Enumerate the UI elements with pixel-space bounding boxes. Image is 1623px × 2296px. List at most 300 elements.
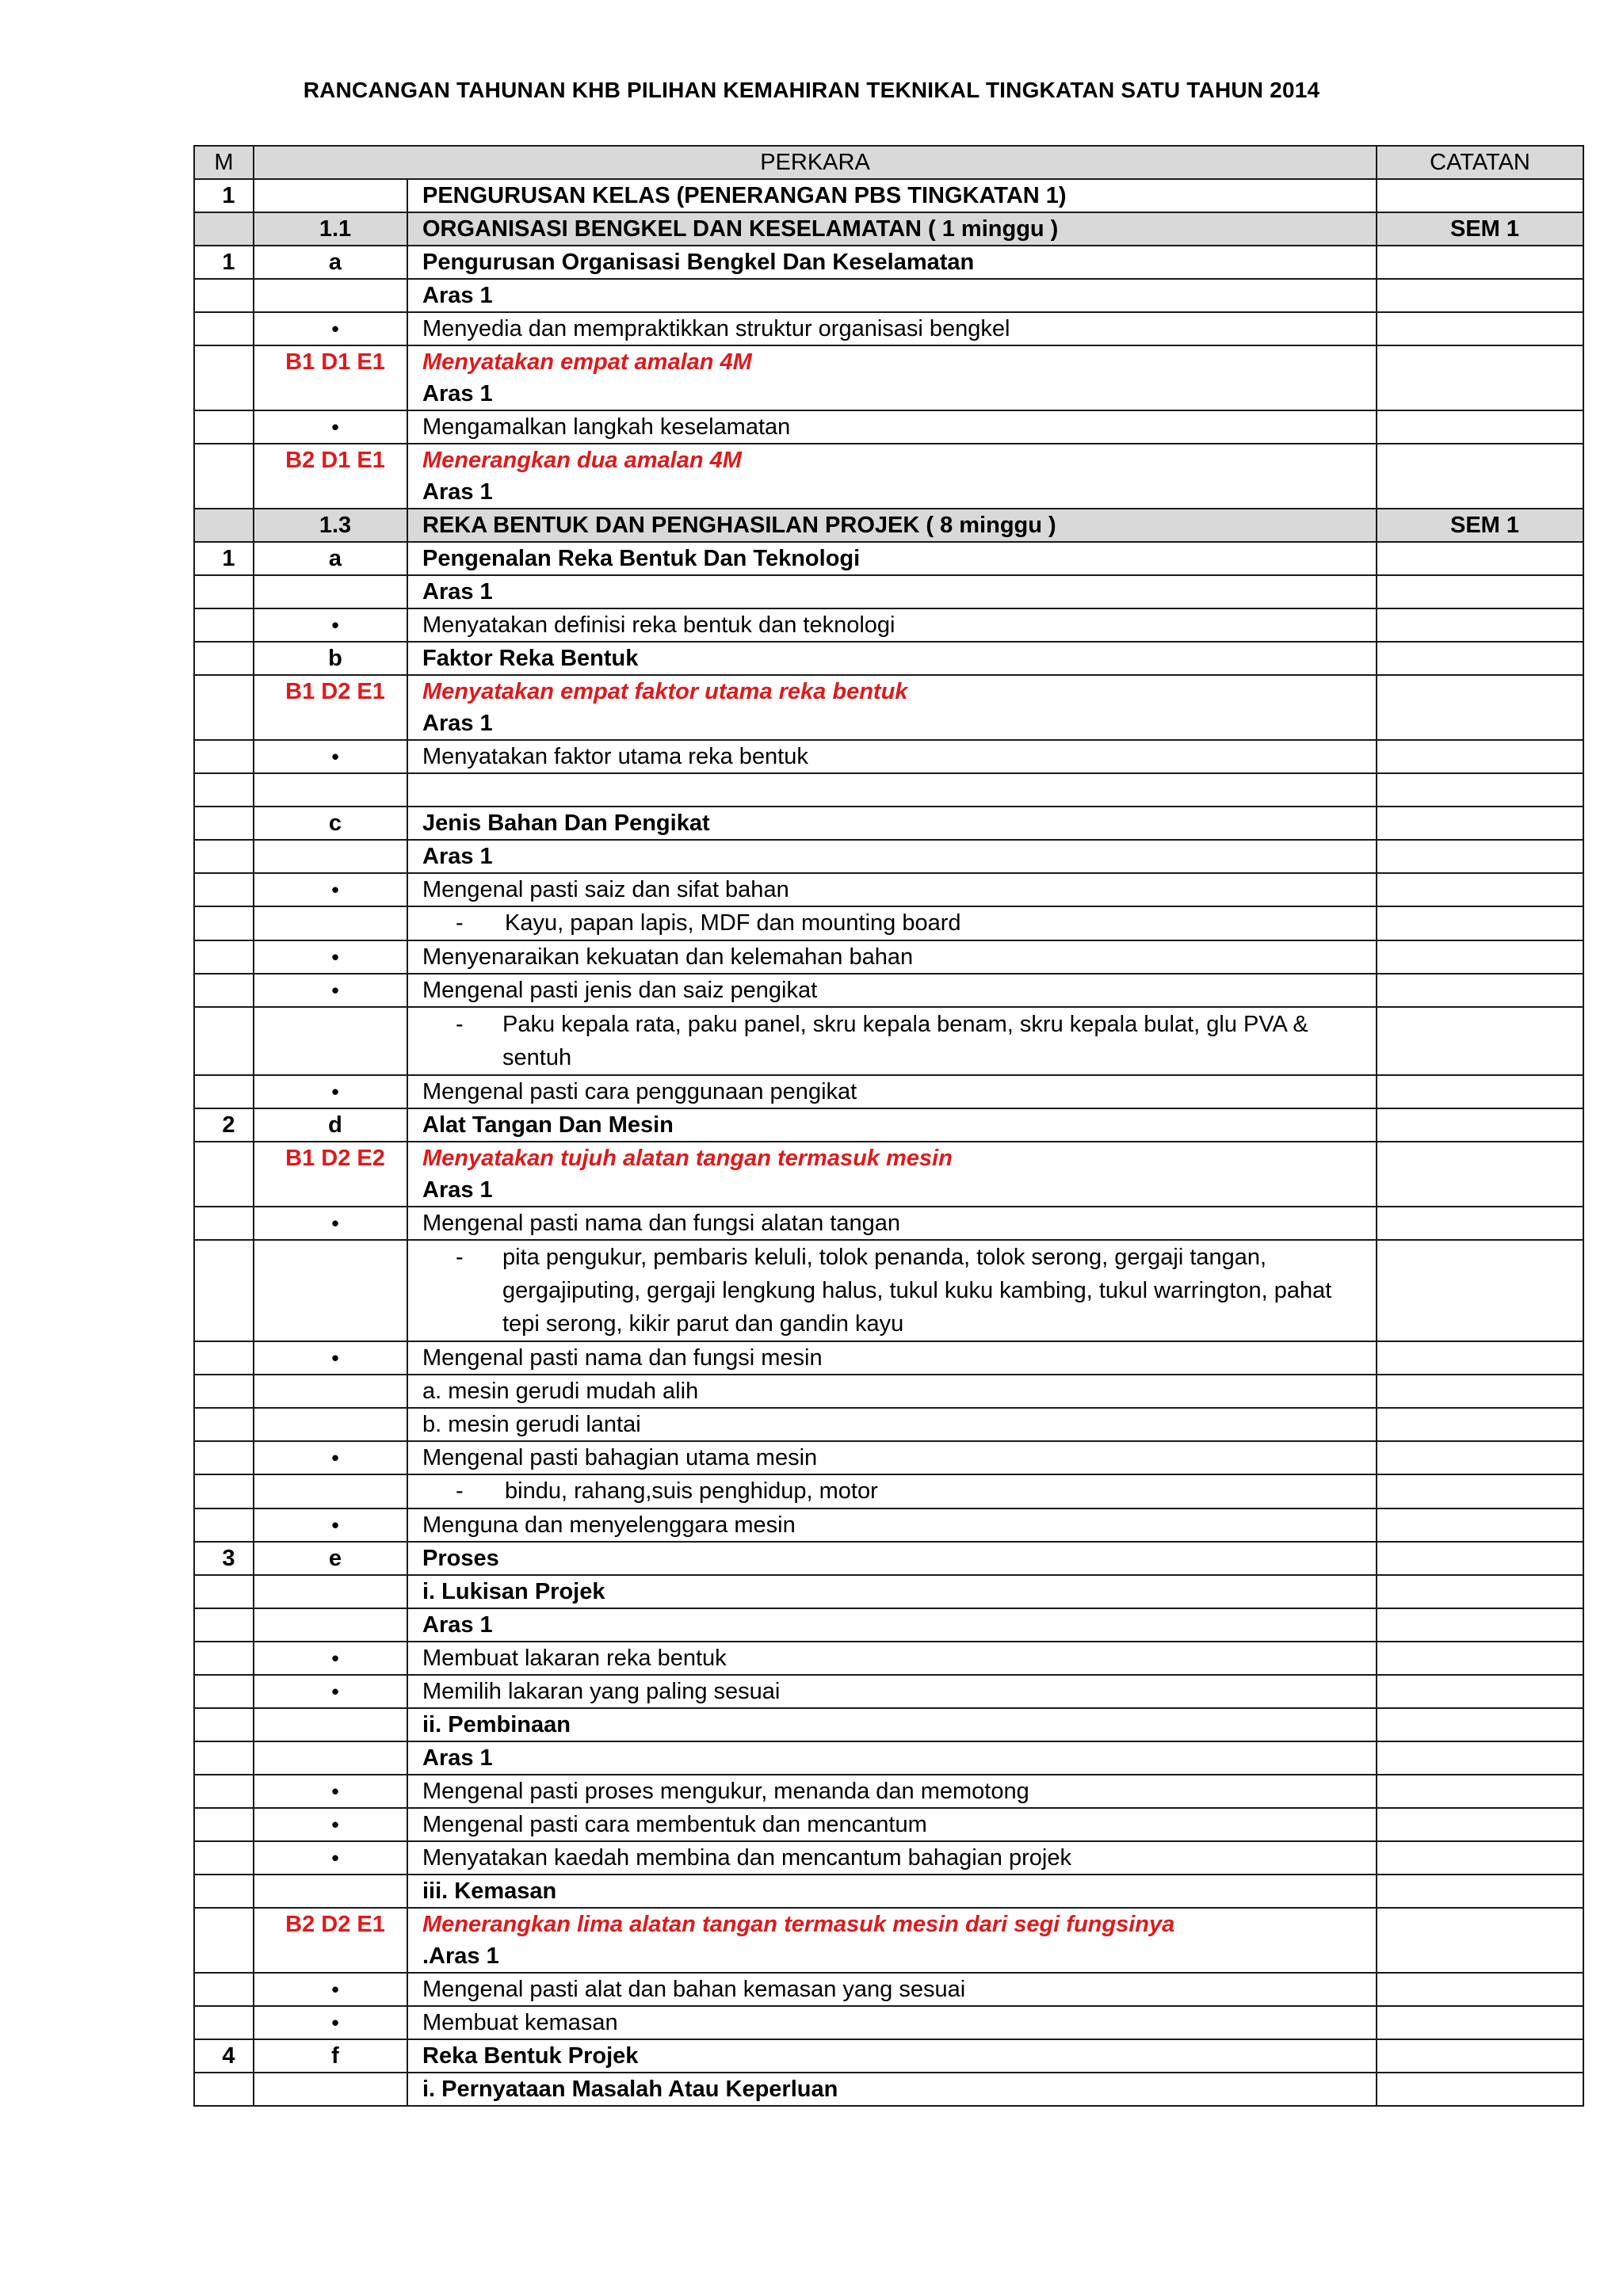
standard-code: B2 D1 E1: [254, 444, 407, 509]
sub-item-text: Paku kepala rata, paku panel, skru kepala benam, skru kepala bulat, glu PVA & sentuh: [502, 1012, 1308, 1070]
item-text: a. mesin gerudi mudah alih: [422, 1379, 699, 1404]
cell-catatan: [1377, 312, 1583, 345]
item-text: Mengenal pasti bahagian utama mesin: [422, 1445, 818, 1470]
cell-catatan: [1377, 1375, 1583, 1408]
cell-m: [194, 1973, 254, 2006]
standard-code: B2 D2 E1: [254, 1908, 407, 1973]
item-text: Mengenal pasti proses mengukur, menanda dan memotong: [422, 1779, 1029, 1804]
cell-m: [194, 608, 254, 642]
cell-m: [194, 1642, 254, 1675]
cell-code: e: [254, 1542, 407, 1575]
cell-content: [407, 773, 1377, 807]
item-text: Menyatakan faktor utama reka bentuk: [422, 744, 808, 769]
item-text: Menyenaraikan kekuatan dan kelemahan bahan: [422, 944, 914, 970]
table-row: [194, 1775, 1583, 1808]
learning-standard-text: Menerangkan lima alatan tangan termasuk mesin dari segi fungsinya: [422, 1912, 1175, 1937]
cell-content: [407, 1575, 1377, 1608]
cell-catatan: [1377, 1841, 1583, 1875]
cell-catatan: [1377, 1341, 1583, 1375]
table-row: [194, 345, 1583, 410]
bullet-icon: •: [254, 1441, 407, 1474]
cell-content: [407, 873, 1377, 906]
cell-m: 4: [194, 2039, 254, 2073]
cell-content: [407, 1007, 1377, 1075]
bullet-icon: •: [254, 1341, 407, 1375]
cell-code: [254, 575, 407, 608]
table-row: [194, 873, 1583, 906]
cell-m: [194, 1575, 254, 1608]
cell-code: [254, 1007, 407, 1075]
cell-content: [407, 246, 1377, 279]
learning-standard-text: Menyatakan empat faktor utama reka bentuk: [422, 679, 908, 704]
header-catatan: CATATAN: [1377, 146, 1583, 179]
cell-content: [407, 740, 1377, 773]
standard-code: B1 D1 E1: [254, 345, 407, 410]
cell-content: [407, 575, 1377, 608]
cell-catatan: [1377, 1542, 1583, 1575]
item-text: Membuat lakaran reka bentuk: [422, 1646, 727, 1671]
cell-catatan: [1377, 1007, 1583, 1075]
bullet-icon: •: [254, 2006, 407, 2039]
item-text: Pengenalan Reka Bentuk Dan Teknologi: [422, 546, 861, 571]
table-row: [194, 807, 1583, 840]
table-row: [194, 1474, 1583, 1508]
cell-content: [407, 444, 1377, 509]
cell-m: [194, 642, 254, 675]
dash-icon: -: [456, 1245, 464, 1270]
item-text: Menyatakan definisi reka bentuk dan teknologi: [422, 612, 896, 638]
bullet-icon: •: [254, 410, 407, 444]
item-text: b. mesin gerudi lantai: [422, 1412, 641, 1437]
cell-m: [194, 2006, 254, 2039]
cell-m: [194, 575, 254, 608]
level-label: Aras 1: [422, 711, 493, 736]
item-text: Menyedia dan mempraktikkan struktur organisasi bengkel: [422, 316, 1010, 341]
cell-m: [194, 410, 254, 444]
cell-m: 1: [194, 179, 254, 212]
table-row: [194, 1642, 1583, 1675]
cell-catatan: [1377, 2073, 1583, 2106]
sub-item-text: pita pengukur, pembaris keluli, tolok penanda, tolok serong, gergaji tangan, gergajiputing, gergaji lengkung halus, tukul kuku kambing, tukul warrington, pahat tepi serong, kikir parut dan gandin kayu: [502, 1245, 1332, 1337]
cell-catatan: [1377, 1575, 1583, 1608]
level-label: .Aras 1: [422, 1943, 499, 1969]
cell-content: [407, 345, 1377, 410]
table-row: [194, 1508, 1583, 1542]
annual-plan-table: [193, 145, 1584, 2107]
cell-content: [407, 1108, 1377, 1142]
item-text: Mengenal pasti saiz dan sifat bahan: [422, 877, 789, 902]
cell-m: [194, 1808, 254, 1841]
cell-code: [254, 1708, 407, 1741]
cell-catatan: [1377, 1675, 1583, 1708]
table-row: [194, 974, 1583, 1007]
bullet-icon: •: [254, 1207, 407, 1240]
cell-m: [194, 807, 254, 840]
cell-catatan: [1377, 1708, 1583, 1741]
cell-m: 2: [194, 1108, 254, 1142]
item-text: Reka Bentuk Projek: [422, 2043, 639, 2069]
table-row: [194, 2006, 1583, 2039]
bullet-icon: •: [254, 974, 407, 1007]
table-row: [194, 1908, 1583, 1973]
cell-catatan: [1377, 840, 1583, 873]
dash-icon: -: [456, 910, 464, 936]
table-row: [194, 1675, 1583, 1708]
cell-catatan: [1377, 1741, 1583, 1775]
bullet-icon: •: [254, 608, 407, 642]
cell-m: [194, 1207, 254, 1240]
item-text: Mengenal pasti nama dan fungsi mesin: [422, 1345, 823, 1371]
cell-code: [254, 773, 407, 807]
cell-m: [194, 1708, 254, 1741]
table-row: [194, 1808, 1583, 1841]
cell-catatan: [1377, 608, 1583, 642]
table-row: [194, 212, 1583, 246]
standard-code: B1 D2 E2: [254, 1142, 407, 1207]
cell-m: [194, 444, 254, 509]
item-text: Mengenal pasti cara membentuk dan mencantum: [422, 1812, 927, 1837]
cell-content: [407, 840, 1377, 873]
table-row: [194, 312, 1583, 345]
item-text: Aras 1: [422, 1612, 493, 1638]
cell-catatan: [1377, 1808, 1583, 1841]
cell-content: [407, 1642, 1377, 1675]
sub-item-text: Kayu, papan lapis, MDF dan mounting board: [505, 910, 961, 936]
table-row: [194, 1608, 1583, 1642]
cell-catatan: [1377, 906, 1583, 940]
item-text: i. Pernyataan Masalah Atau Keperluan: [422, 2077, 838, 2102]
item-text: Alat Tangan Dan Mesin: [422, 1112, 674, 1138]
table-row: [194, 444, 1583, 509]
cell-content: [407, 312, 1377, 345]
cell-m: [194, 1875, 254, 1908]
cell-catatan: [1377, 1973, 1583, 2006]
cell-code: 1.3: [254, 509, 407, 542]
bullet-icon: •: [254, 1642, 407, 1675]
cell-catatan: [1377, 279, 1583, 312]
cell-catatan: [1377, 1875, 1583, 1908]
bullet-icon: •: [254, 1675, 407, 1708]
table-row: [194, 279, 1583, 312]
item-text: Menyatakan kaedah membina dan mencantum bahagian projek: [422, 1845, 1071, 1871]
cell-m: [194, 1675, 254, 1708]
cell-content: [407, 1973, 1377, 2006]
cell-code: [254, 2073, 407, 2106]
cell-m: [194, 1341, 254, 1375]
cell-catatan: [1377, 873, 1583, 906]
cell-catatan: [1377, 940, 1583, 974]
item-text: Menguna dan menyelenggara mesin: [422, 1512, 796, 1538]
bullet-icon: •: [254, 1775, 407, 1808]
learning-standard-text: Menyatakan tujuh alatan tangan termasuk mesin: [422, 1146, 953, 1171]
item-text: Mengamalkan langkah keselamatan: [422, 414, 791, 440]
standard-code: B1 D2 E1: [254, 675, 407, 740]
header-m: M: [194, 146, 254, 179]
table-row: [194, 840, 1583, 873]
cell-m: [194, 940, 254, 974]
cell-content: [407, 940, 1377, 974]
cell-m: [194, 675, 254, 740]
cell-code: d: [254, 1108, 407, 1142]
cell-m: [194, 509, 254, 542]
cell-catatan: [1377, 1775, 1583, 1808]
sub-item: [422, 907, 1371, 940]
table-row: [194, 1973, 1583, 2006]
cell-m: [194, 1508, 254, 1542]
table-row: [194, 1841, 1583, 1875]
cell-m: [194, 873, 254, 906]
table-row: [194, 1075, 1583, 1108]
cell-catatan: [1377, 1075, 1583, 1108]
cell-catatan: [1377, 179, 1583, 212]
learning-standard-text: Menyatakan empat amalan 4M: [422, 349, 752, 375]
cell-content: [407, 410, 1377, 444]
cell-code: [254, 1875, 407, 1908]
table-row: [194, 1875, 1583, 1908]
item-text: Mengenal pasti cara penggunaan pengikat: [422, 1079, 857, 1104]
bullet-icon: •: [254, 1508, 407, 1542]
cell-code: [254, 1575, 407, 1608]
table-row: [194, 740, 1583, 773]
cell-m: [194, 2073, 254, 2106]
dash-icon: -: [456, 1478, 464, 1504]
cell-m: [194, 906, 254, 940]
cell-m: [194, 345, 254, 410]
bullet-icon: •: [254, 940, 407, 974]
item-text: Jenis Bahan Dan Pengikat: [422, 810, 710, 836]
cell-m: 1: [194, 246, 254, 279]
item-text: Memilih lakaran yang paling sesuai: [422, 1679, 781, 1704]
table-row: [194, 940, 1583, 974]
cell-code: a: [254, 246, 407, 279]
cell-m: [194, 1474, 254, 1508]
table-row: [194, 2073, 1583, 2106]
bullet-icon: •: [254, 1973, 407, 2006]
bullet-icon: •: [254, 1075, 407, 1108]
item-text: iii. Kemasan: [422, 1878, 557, 1904]
cell-m: [194, 212, 254, 246]
item-text: Mengenal pasti nama dan fungsi alatan tangan: [422, 1211, 900, 1236]
cell-code: [254, 1375, 407, 1408]
cell-m: [194, 974, 254, 1007]
cell-content: [407, 906, 1377, 940]
item-text: PENGURUSAN KELAS (PENERANGAN PBS TINGKATAN 1): [422, 183, 1067, 208]
table-row: [194, 1542, 1583, 1575]
table-row: [194, 1142, 1583, 1207]
bullet-icon: •: [254, 740, 407, 773]
cell-code: [254, 1474, 407, 1508]
cell-content: [407, 179, 1377, 212]
cell-catatan: [1377, 807, 1583, 840]
cell-content: [407, 974, 1377, 1007]
cell-m: [194, 1608, 254, 1642]
cell-content: [407, 2039, 1377, 2073]
cell-m: [194, 740, 254, 773]
table-header-row: [194, 146, 1583, 179]
cell-catatan: [1377, 444, 1583, 509]
table-row: [194, 1708, 1583, 1741]
cell-code: [254, 1408, 407, 1441]
cell-catatan: [1377, 246, 1583, 279]
header-perkara: PERKARA: [254, 146, 1377, 179]
bullet-icon: •: [254, 873, 407, 906]
cell-m: [194, 1775, 254, 1808]
cell-m: 3: [194, 1542, 254, 1575]
cell-content: [407, 509, 1377, 542]
cell-catatan: [1377, 1642, 1583, 1675]
cell-catatan: [1377, 974, 1583, 1007]
cell-catatan: [1377, 1441, 1583, 1474]
item-text: i. Lukisan Projek: [422, 1579, 605, 1604]
cell-m: [194, 840, 254, 873]
cell-code: [254, 1240, 407, 1341]
cell-code: f: [254, 2039, 407, 2073]
cell-catatan: [1377, 1142, 1583, 1207]
table-row: [194, 2039, 1583, 2073]
cell-content: [407, 608, 1377, 642]
cell-content: [407, 1808, 1377, 1841]
learning-standard-text: Menerangkan dua amalan 4M: [422, 448, 742, 473]
table-row: [194, 1108, 1583, 1142]
cell-catatan: [1377, 1408, 1583, 1441]
cell-content: [407, 2006, 1377, 2039]
cell-content: [407, 1675, 1377, 1708]
sub-item: [422, 1475, 1371, 1508]
cell-catatan: [1377, 773, 1583, 807]
cell-code: [254, 840, 407, 873]
cell-catatan: [1377, 740, 1583, 773]
bullet-icon: •: [254, 1808, 407, 1841]
table-row: [194, 1240, 1583, 1341]
cell-catatan: [1377, 642, 1583, 675]
cell-catatan: [1377, 1608, 1583, 1642]
table-row: [194, 1007, 1583, 1075]
table-row: [194, 410, 1583, 444]
cell-catatan: [1377, 575, 1583, 608]
cell-content: [407, 542, 1377, 575]
item-text: ii. Pembinaan: [422, 1712, 571, 1737]
cell-catatan: [1377, 345, 1583, 410]
table-row: [194, 179, 1583, 212]
cell-content: [407, 1075, 1377, 1108]
cell-content: [407, 1841, 1377, 1875]
bullet-icon: •: [254, 312, 407, 345]
cell-m: [194, 1075, 254, 1108]
table-row: [194, 773, 1583, 807]
item-text: Aras 1: [422, 844, 493, 869]
item-text: Proses: [422, 1546, 499, 1571]
cell-m: [194, 1142, 254, 1207]
level-label: Aras 1: [422, 1177, 493, 1203]
cell-m: [194, 1441, 254, 1474]
cell-content: [407, 1908, 1377, 1973]
item-text: Mengenal pasti jenis dan saiz pengikat: [422, 978, 818, 1003]
item-text: Aras 1: [422, 579, 493, 605]
cell-code: [254, 179, 407, 212]
table-row: [194, 509, 1583, 542]
cell-content: [407, 1741, 1377, 1775]
table-row: [194, 642, 1583, 675]
cell-catatan: [1377, 542, 1583, 575]
item-text: Mengenal pasti alat dan bahan kemasan yang sesuai: [422, 1977, 966, 2002]
cell-content: [407, 1207, 1377, 1240]
cell-m: [194, 1841, 254, 1875]
cell-code: 1.1: [254, 212, 407, 246]
cell-content: [407, 642, 1377, 675]
cell-content: [407, 675, 1377, 740]
table-row: [194, 906, 1583, 940]
cell-content: [407, 1708, 1377, 1741]
cell-catatan: [1377, 1508, 1583, 1542]
cell-catatan: [1377, 675, 1583, 740]
cell-content: [407, 1508, 1377, 1542]
item-text: Aras 1: [422, 1745, 493, 1771]
cell-catatan: [1377, 410, 1583, 444]
cell-content: [407, 1341, 1377, 1375]
cell-catatan: [1377, 2039, 1583, 2073]
cell-code: a: [254, 542, 407, 575]
cell-catatan: [1377, 2006, 1583, 2039]
cell-m: [194, 1908, 254, 1973]
table-row: [194, 575, 1583, 608]
cell-catatan: [1377, 1240, 1583, 1341]
cell-content: [407, 1474, 1377, 1508]
cell-content: [407, 1775, 1377, 1808]
cell-m: [194, 1408, 254, 1441]
cell-m: [194, 1741, 254, 1775]
sub-item-text: bindu, rahang,suis penghidup, motor: [505, 1478, 878, 1504]
cell-catatan: SEM 1: [1377, 212, 1583, 246]
cell-m: 1: [194, 542, 254, 575]
table-row: [194, 1741, 1583, 1775]
cell-content: [407, 279, 1377, 312]
document-title: RANCANGAN TAHUNAN KHB PILIHAN KEMAHIRAN TEKNIKAL TINGKATAN SATU TAHUN 2014: [303, 78, 1320, 102]
cell-m: [194, 1375, 254, 1408]
cell-catatan: [1377, 1207, 1583, 1240]
cell-content: [407, 1542, 1377, 1575]
cell-m: [194, 1007, 254, 1075]
item-text: ORGANISASI BENGKEL DAN KESELAMATAN ( 1 minggu ): [422, 216, 1059, 242]
cell-content: [407, 1875, 1377, 1908]
dash-icon: -: [456, 1012, 464, 1037]
cell-content: [407, 1441, 1377, 1474]
cell-m: [194, 1240, 254, 1341]
cell-m: [194, 312, 254, 345]
cell-content: [407, 1408, 1377, 1441]
cell-code: [254, 906, 407, 940]
cell-content: [407, 212, 1377, 246]
table-row: [194, 1408, 1583, 1441]
cell-code: [254, 1741, 407, 1775]
cell-catatan: [1377, 1908, 1583, 1973]
table-row: [194, 1341, 1583, 1375]
table-row: [194, 1207, 1583, 1240]
cell-catatan: [1377, 1108, 1583, 1142]
cell-content: [407, 807, 1377, 840]
cell-content: [407, 1142, 1377, 1207]
table-row: [194, 1441, 1583, 1474]
table-row: [194, 608, 1583, 642]
item-text: Pengurusan Organisasi Bengkel Dan Keselamatan: [422, 250, 975, 275]
level-label: Aras 1: [422, 479, 493, 505]
item-text: Faktor Reka Bentuk: [422, 646, 639, 671]
table-body: [194, 179, 1583, 2106]
cell-m: [194, 279, 254, 312]
sub-item: [422, 1008, 1371, 1074]
item-text: Aras 1: [422, 283, 493, 308]
level-label: Aras 1: [422, 381, 493, 406]
cell-m: [194, 773, 254, 807]
